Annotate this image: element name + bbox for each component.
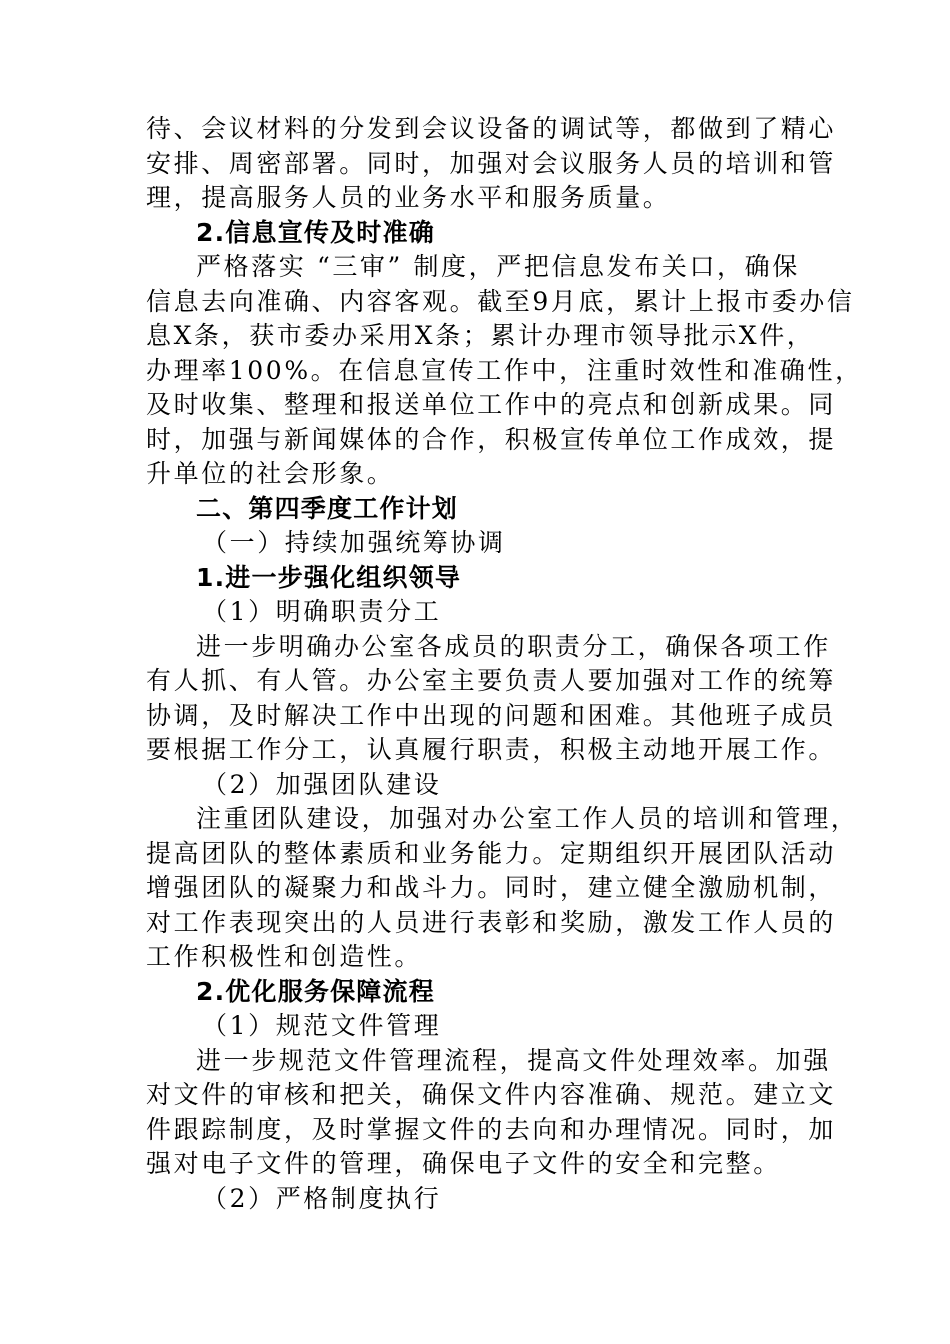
item-heading: （1）规范文件管理 [202, 1011, 442, 1040]
body-text-line: 增强团队的凝聚力和战斗力。同时，建立健全激励机制， [146, 873, 837, 902]
subheading-organization-leadership: 1.进一步强化组织领导 [196, 562, 462, 592]
body-text-line: 有人抓、有人管。办公室主要负责人要加强对工作的统筹 [146, 666, 837, 695]
body-text-line: 待、会议材料的分发到会议设备的调试等，都做到了精心 [146, 114, 837, 143]
document-body [146, 112, 863, 1216]
body-text-line: 工作积极性和创造性。 [146, 942, 423, 971]
subheading-info-publicity: 2.信息宣传及时准确 [196, 217, 435, 247]
body-text-line: 时，加强与新闻媒体的合作，积极宣传单位工作成效，提 [146, 424, 837, 454]
body-text-line: 信息去向准确、内容客观。截至9月底，累计上报市委办信 [146, 286, 855, 316]
section-heading-q4-plan: 二、第四季度工作计划 [196, 493, 459, 523]
body-text-line: 升单位的社会形象。 [146, 459, 395, 488]
body-text-line: 对文件的审核和把关，确保文件内容准确、规范。建立文 [146, 1080, 837, 1109]
item-heading: （2）严格制度执行 [202, 1183, 442, 1213]
paragraph-first-line: 严格落实 “三审” 制度，严把信息发布关口，确保 [196, 252, 800, 281]
item-heading: （1）明确职责分工 [202, 597, 442, 626]
body-text-line: 安排、周密部署。同时，加强对会议服务人员的培训和管 [146, 148, 837, 178]
body-text-line: 提高团队的整体素质和业务能力。定期组织开展团队活动 [146, 838, 837, 868]
item-heading: （2）加强团队建设 [202, 769, 442, 799]
body-text-line: 协调，及时解决工作中出现的问题和困难。其他班子成员 [146, 700, 837, 730]
subheading-service-process: 2.优化服务保障流程 [196, 976, 435, 1006]
paragraph-first-line: 注重团队建设，加强对办公室工作人员的培训和管理， [196, 804, 859, 833]
subsection-heading: （一）持续加强统筹协调 [202, 528, 506, 557]
paragraph-first-line: 进一步明确办公室各成员的职责分工，确保各项工作 [196, 631, 831, 661]
body-text-line: 办理率100%。在信息宣传工作中，注重时效性和准确性， [146, 355, 863, 385]
body-text-line: 对工作表现突出的人员进行表彰和奖励，激发工作人员的 [146, 907, 837, 937]
body-text-line: 件跟踪制度，及时掌握文件的去向和办理情况。同时，加 [146, 1114, 837, 1144]
body-text-line: 息X条，获市委办采用X条；累计办理市领导批示X件， [146, 321, 815, 350]
body-text-line: 要根据工作分工，认真履行职责，积极主动地开展工作。 [146, 735, 837, 764]
body-text-line: 理，提高服务人员的业务水平和服务质量。 [146, 183, 671, 212]
body-text-line: 强对电子文件的管理，确保电子文件的安全和完整。 [146, 1149, 781, 1178]
paragraph-first-line: 进一步规范文件管理流程，提高文件处理效率。加强 [196, 1045, 831, 1075]
body-text-line: 及时收集、整理和报送单位工作中的亮点和创新成果。同 [146, 390, 837, 419]
